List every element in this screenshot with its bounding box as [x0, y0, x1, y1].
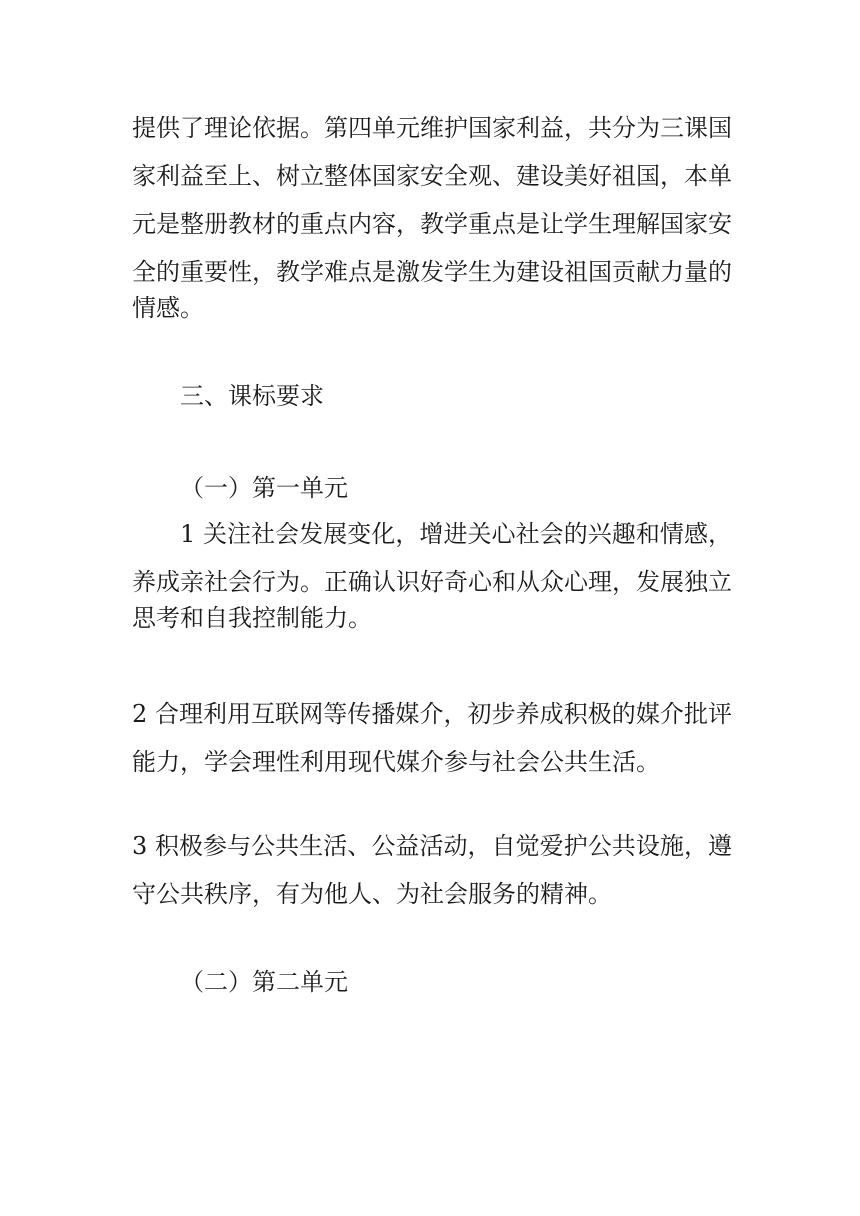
section-three-heading: 三、课标要求: [180, 382, 324, 410]
item3-line-1: 3 积极参与公共生活、公益活动，自觉爱护公共设施，遵: [132, 832, 732, 860]
intro-line-3: 元是整册教材的重点内容，教学重点是让学生理解国家安: [132, 210, 732, 238]
item1-line-3: 思考和自我控制能力。: [132, 604, 372, 632]
intro-line-4: 全的重要性，教学难点是激发学生为建设祖国贡献力量的: [132, 258, 732, 286]
item1-line-2: 养成亲社会行为。正确认识好奇心和从众心理，发展独立: [132, 568, 732, 596]
item3-line-2: 守公共秩序，有为他人、为社会服务的精神。: [132, 880, 612, 908]
intro-line-2: 家利益至上、树立整体国家安全观、建设美好祖国，本单: [132, 162, 732, 190]
intro-line-5: 情感。: [132, 294, 204, 322]
item2-line-1: 2 合理利用互联网等传播媒介，初步养成积极的媒介批评: [132, 700, 732, 728]
intro-line-1: 提供了理论依据。第四单元维护国家利益，共分为三课国: [132, 114, 732, 142]
unit-two-heading: （二）第二单元: [180, 968, 348, 996]
item2-line-2: 能力，学会理性利用现代媒介参与社会公共生活。: [132, 748, 660, 776]
unit-one-heading: （一）第一单元: [180, 474, 348, 502]
item1-line-1: 1 关注社会发展变化，增进关心社会的兴趣和情感，: [180, 520, 732, 548]
